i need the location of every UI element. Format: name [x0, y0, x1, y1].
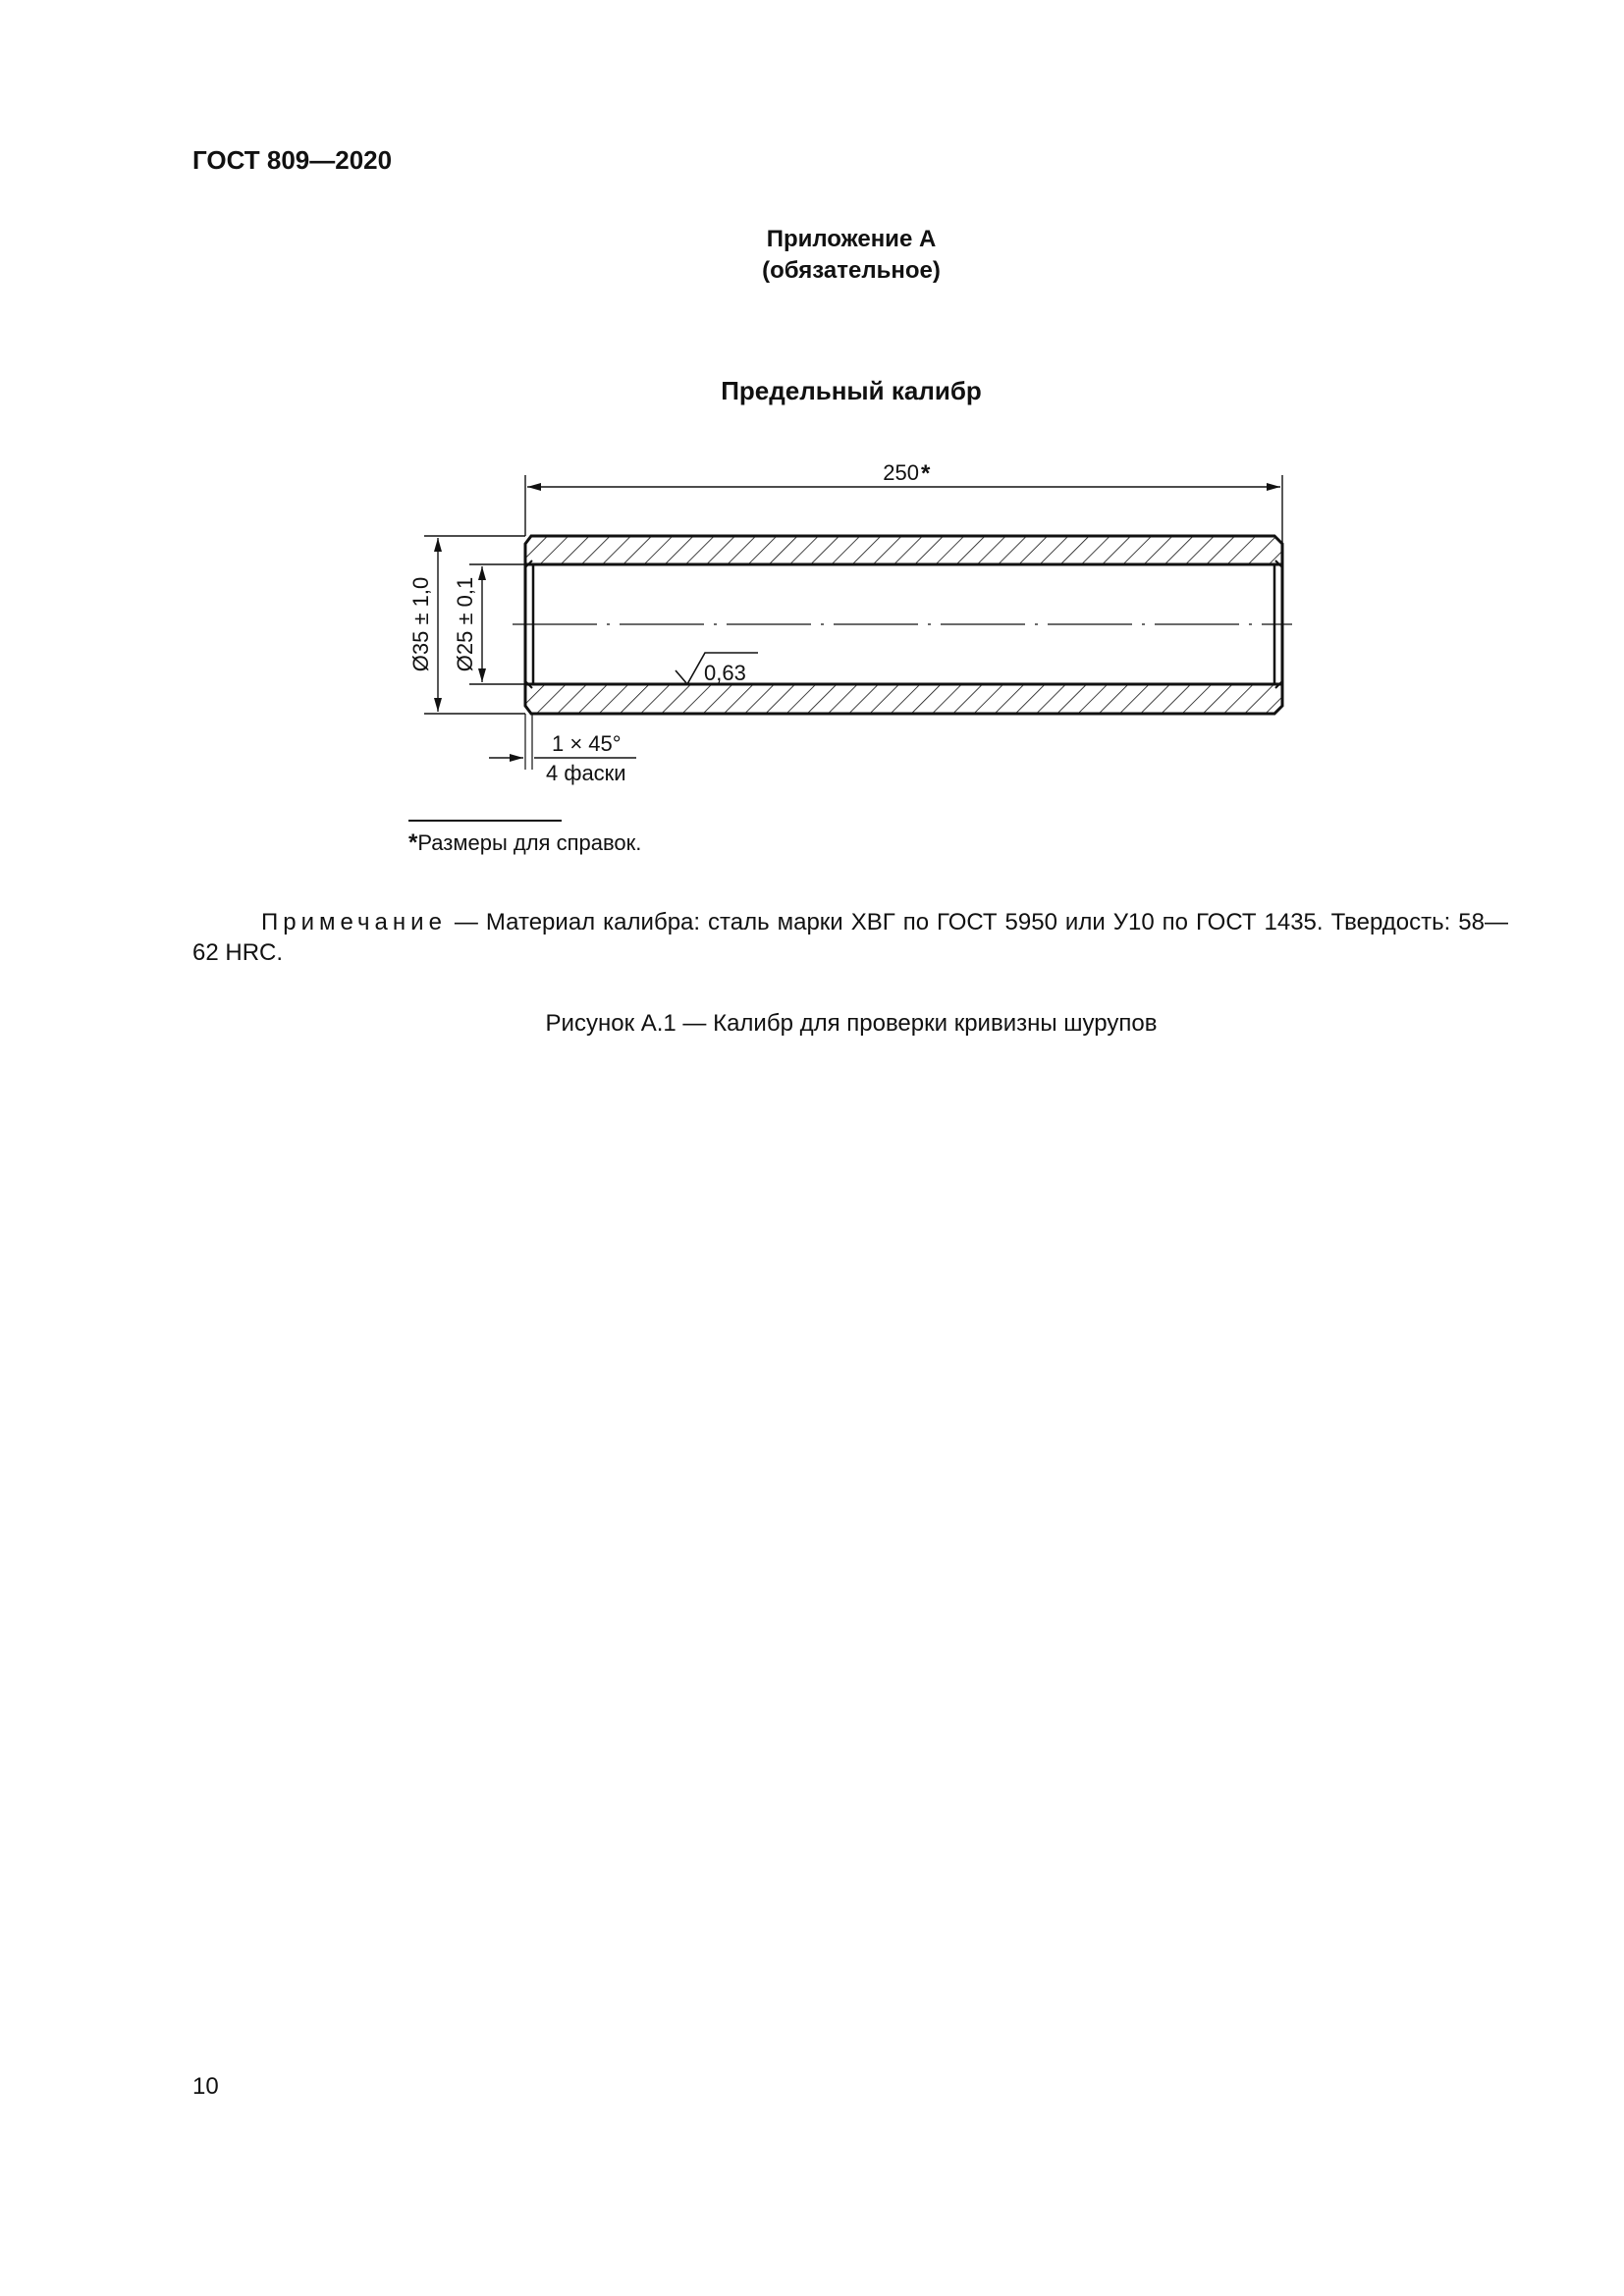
inner-diameter-label: Ø25 ± 0,1 [453, 576, 477, 672]
length-dimension [525, 460, 1282, 544]
footnote-rule [408, 820, 562, 822]
top-wall-hatch [525, 536, 1282, 564]
length-dim-label: 250 [883, 460, 919, 485]
note-lead: Примечание [261, 909, 447, 935]
section-title: Предельный калибр [721, 376, 982, 405]
length-dim-mark: * [921, 460, 931, 487]
appendix-title: Приложение А [766, 226, 937, 252]
footnote-text: Размеры для справок. [417, 830, 642, 855]
figure-caption: Рисунок А.1 — Калибр для проверки кривизны шурупов [545, 1010, 1158, 1037]
gauge-tube [513, 536, 1292, 714]
roughness-label: 0,63 [704, 661, 746, 685]
bottom-wall-hatch [525, 684, 1282, 714]
gauge-drawing [0, 0, 1624, 805]
appendix-status: (обязательное) [762, 257, 941, 284]
chamfer-callout [489, 714, 636, 785]
footnote [408, 829, 641, 857]
footnote-mark: * [408, 829, 418, 856]
note-text: — Материал калибра: сталь марки ХВГ по ГОСТ 5950 или У10 по ГОСТ 1435. Твердость: 58—62 HRC. [192, 909, 1508, 966]
document-header: ГОСТ 809—2020 [192, 145, 393, 175]
chamfer-count-label: 4 фаски [546, 761, 626, 785]
note-paragraph [192, 907, 1508, 968]
page-number: 10 [192, 2073, 219, 2100]
chamfer-size-label: 1 × 45° [552, 731, 622, 756]
roughness-symbol [676, 653, 758, 685]
outer-diameter-label: Ø35 ± 1,0 [408, 576, 433, 672]
